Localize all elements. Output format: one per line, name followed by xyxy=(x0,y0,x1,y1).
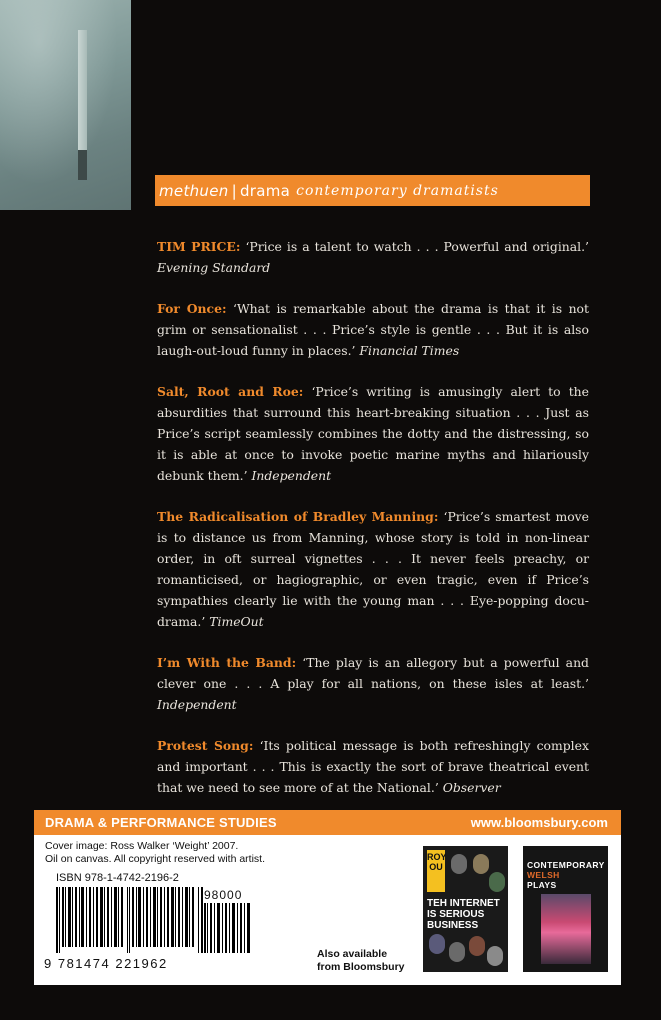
review-item xyxy=(157,506,589,632)
mask-face-icon xyxy=(487,946,503,966)
review-title: The Radicalisation of Bradley Manning: xyxy=(157,509,439,524)
review-quote: ‘Price’s smartest move is to distance us from Manning, whose story is told in non-linear order, in oft surreal vignettes . . . It never feels preachy, or romanticised, or hagiographic, or even tragic, even if Price’s sympathies clearly lie with the young man . . . Eye-popping docu-drama.’ xyxy=(157,509,589,629)
related-book-cover[interactable] xyxy=(423,846,508,972)
review-title: TIM PRICE: xyxy=(157,239,241,254)
series-banner xyxy=(155,175,590,206)
series-name: contemporary dramatists xyxy=(296,182,499,199)
mask-face-icon xyxy=(489,872,505,892)
mask-face-icon xyxy=(429,934,445,954)
website-link[interactable]: www.bloomsbury.com xyxy=(470,815,608,830)
price-code: 98000 xyxy=(204,888,243,902)
review-quote: ‘What is remarkable about the drama is that it is not grim or sensationalist . . . Price’s style is gentle . . . But it is also laugh-out-loud funny in places.’ xyxy=(157,301,589,358)
review-source: Observer xyxy=(442,780,501,795)
cover-credit xyxy=(45,840,325,866)
review-item xyxy=(157,236,589,278)
credit-line: Oil on canvas. All copyright reserved with artist. xyxy=(45,853,266,865)
review-source: Independent xyxy=(251,468,332,483)
barcode-digits: 9 781474 221962 xyxy=(44,956,168,971)
review-source: Independent xyxy=(157,697,237,712)
review-quote: ‘The play is an allegory but a powerful and clever one . . . A play for all nations, on these isles at least.’ xyxy=(157,655,589,691)
review-source: Evening Standard xyxy=(157,260,271,275)
review-title: I’m With the Band: xyxy=(157,655,297,670)
review-item xyxy=(157,735,589,798)
back-cover-footer xyxy=(34,810,621,985)
book-title-line: PLAYS xyxy=(527,880,557,890)
price-barcode xyxy=(204,903,252,953)
publisher-brand: methuen xyxy=(159,181,229,200)
cover-figure-image xyxy=(541,894,591,964)
artwork-sheen xyxy=(0,0,131,210)
book-badge: ROY OU xyxy=(427,850,445,892)
review-title: Protest Song: xyxy=(157,738,254,753)
artwork-post-base xyxy=(78,150,87,180)
review-item xyxy=(157,381,589,486)
mask-face-icon xyxy=(449,942,465,962)
review-title: Salt, Root and Roe: xyxy=(157,384,304,399)
mask-face-icon xyxy=(469,936,485,956)
cover-artwork xyxy=(0,0,131,210)
also-available-line: from Bloomsbury xyxy=(317,961,405,973)
category-band xyxy=(34,810,621,835)
review-quote: ‘Price’s writing is amusingly alert to the absurdities that surround this heart-breaking situation . . . Just as Price’s script seamlessly combines the dotty and the distressing, so it is able at once to invoke poetic marine myths and hilariously debunk them.’ xyxy=(157,384,589,483)
review-list xyxy=(157,236,589,818)
mask-face-icon xyxy=(451,854,467,874)
review-source: TimeOut xyxy=(209,614,264,629)
review-quote: ‘Price is a talent to watch . . . Powerful and original.’ xyxy=(245,239,589,254)
review-title: For Once: xyxy=(157,301,227,316)
book-title-line: CONTEMPORARY xyxy=(527,860,605,870)
review-item xyxy=(157,652,589,715)
mask-face-icon xyxy=(473,854,489,874)
brand-separator: | xyxy=(231,181,237,200)
credit-line: Cover image: Ross Walker ‘Weight’ 2007. xyxy=(45,840,239,852)
also-available-note xyxy=(317,948,405,974)
review-item xyxy=(157,298,589,361)
isbn-text: ISBN 978-1-4742-2196-2 xyxy=(56,872,179,884)
book-title xyxy=(527,860,605,890)
publisher-imprint: drama xyxy=(239,181,291,200)
related-book-cover[interactable] xyxy=(523,846,608,972)
isbn-barcode xyxy=(56,887,204,953)
review-source: Financial Times xyxy=(359,343,460,358)
category-label: DRAMA & PERFORMANCE STUDIES xyxy=(45,815,277,830)
review-quote: ‘Its political message is both refreshingly complex and important . . . This is exactly the sort of brave theatrical event that we need to see more of at the National.’ xyxy=(157,738,589,795)
book-title: TEH INTERNET IS SERIOUS BUSINESS xyxy=(427,898,500,931)
also-available-line: Also available xyxy=(317,948,388,960)
book-title-line: WELSH xyxy=(527,870,560,880)
